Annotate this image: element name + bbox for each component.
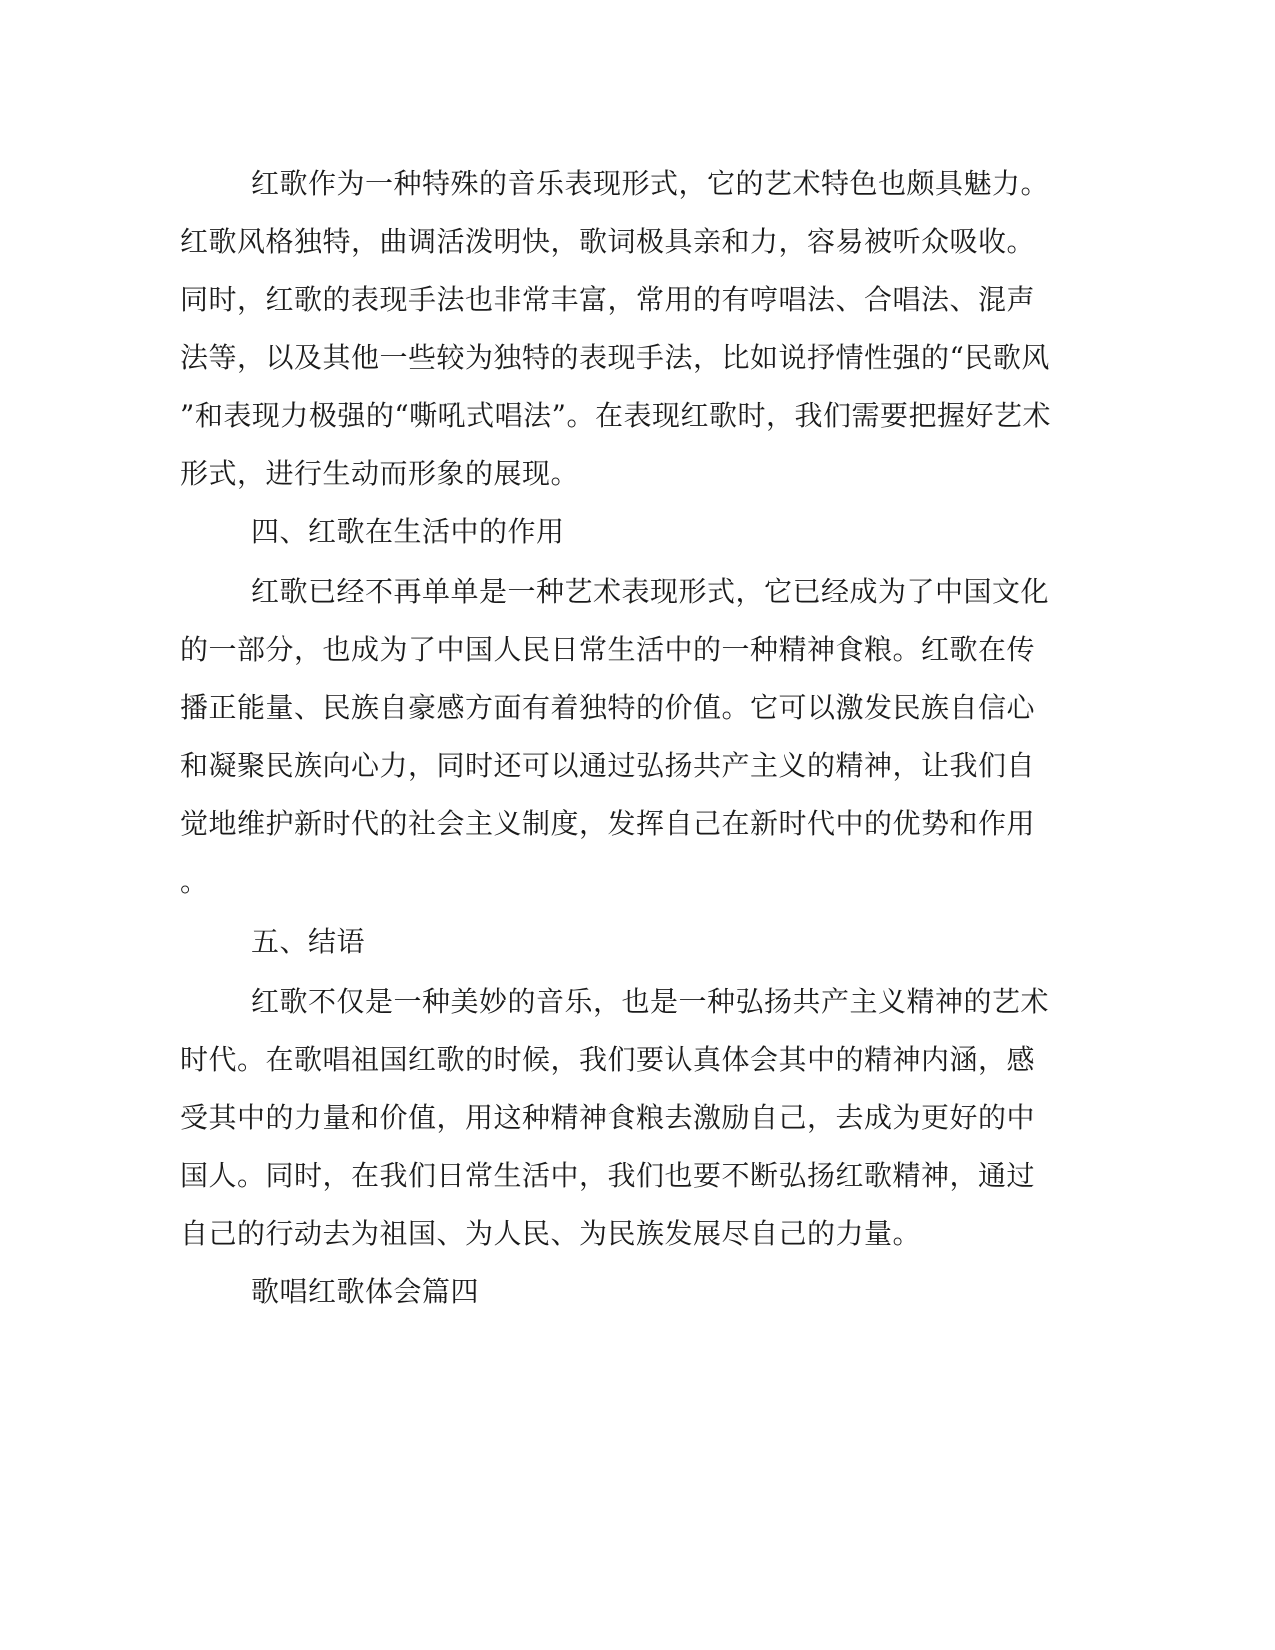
text-line: 同时，红歌的表现手法也非常丰富，常用的有哼唱法、合唱法、混声 [180,283,1036,316]
text-line: 的一部分，也成为了中国人民日常生活中的一种精神食粮。红歌在传 [180,633,1036,666]
text-line: 播正能量、民族自豪感方面有着独特的价值。它可以激发民族自信心 [180,691,1036,724]
text-line: 形式，进行生动而形象的展现。 [180,457,580,490]
text-line: 红歌风格独特，曲调活泼明快，歌词极具亲和力，容易被听众吸收。 [180,225,1036,258]
text-line: 和凝聚民族向心力，同时还可以通过弘扬共产主义的精神，让我们自 [180,749,1036,782]
section-heading-five: 五、结语 [251,925,366,958]
text-line: 红歌已经不再单单是一种艺术表现形式，它已经成为了中国文化 [251,575,1050,608]
text-line: 时代。在歌唱祖国红歌的时候，我们要认真体会其中的精神内涵，感 [180,1043,1036,1076]
text-line: 红歌作为一种特殊的音乐表现形式，它的艺术特色也颇具魅力。 [251,167,1050,200]
section-heading-four: 四、红歌在生活中的作用 [251,515,565,548]
text-line: 自己的行动去为祖国、为人民、为民族发展尽自己的力量。 [180,1217,922,1250]
text-line: ”和表现力极强的“嘶吼式唱法”。在表现红歌时，我们需要把握好艺术 [180,399,1051,432]
text-line: 红歌不仅是一种美妙的音乐，也是一种弘扬共产主义精神的艺术 [251,985,1050,1018]
text-line: 受其中的力量和价值，用这种精神食粮去激励自己，去成为更好的中 [180,1101,1036,1134]
text-line: 觉地维护新时代的社会主义制度，发挥自己在新时代中的优势和作用 [180,807,1036,840]
text-line: 国人。同时，在我们日常生活中，我们也要不断弘扬红歌精神，通过 [180,1159,1036,1192]
text-line: 法等，以及其他一些较为独特的表现手法，比如说抒情性强的“民歌风 [180,341,1050,374]
next-article-title: 歌唱红歌体会篇四 [251,1275,480,1308]
text-line: 。 [180,865,209,898]
